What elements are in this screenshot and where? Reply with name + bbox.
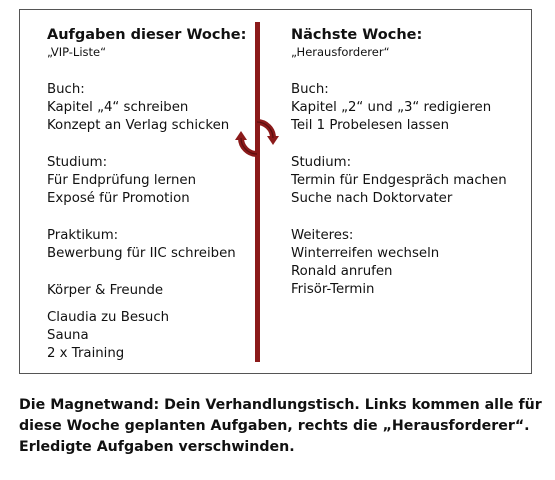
task-item: Kapitel „4“ schreiben bbox=[47, 100, 189, 115]
this-week-column bbox=[47, 25, 257, 382]
section-title: Praktikum: bbox=[47, 228, 119, 243]
task-item: Konzept an Verlag schicken bbox=[47, 118, 230, 133]
task-item: Sauna bbox=[47, 328, 89, 343]
section-title: Studium: bbox=[291, 155, 352, 170]
section-social bbox=[47, 309, 257, 363]
magnet-board bbox=[19, 9, 532, 374]
section-studium bbox=[291, 154, 516, 208]
section-koerper-freunde bbox=[47, 282, 257, 300]
task-item: Suche nach Doktorvater bbox=[291, 191, 453, 206]
section-buch bbox=[291, 81, 516, 135]
section-title: Buch: bbox=[291, 82, 329, 97]
task-item: Bewerbung für IIC schreiben bbox=[47, 246, 236, 261]
task-item: Kapitel „2“ und „3“ redigieren bbox=[291, 100, 492, 115]
caption-line: Die Magnetwand: Dein Verhandlungstisch. Links kommen alle für bbox=[19, 397, 542, 413]
this-week-subtitle: „VIP-Liste“ bbox=[47, 45, 107, 59]
section-title: Studium: bbox=[47, 155, 108, 170]
task-item: Ronald anrufen bbox=[291, 264, 393, 279]
next-week-heading: Nächste Woche: bbox=[291, 27, 423, 43]
next-week-column bbox=[291, 25, 516, 318]
section-studium bbox=[47, 154, 257, 208]
task-item: Für Endprüfung lernen bbox=[47, 173, 196, 188]
task-item: Claudia zu Besuch bbox=[47, 310, 170, 325]
task-item: 2 x Training bbox=[47, 346, 125, 361]
figure-caption bbox=[19, 395, 542, 458]
section-title: Körper & Freunde bbox=[47, 283, 164, 298]
task-item: Exposé für Promotion bbox=[47, 191, 190, 206]
task-item: Frisör-Termin bbox=[291, 282, 375, 297]
task-item: Termin für Endgespräch machen bbox=[291, 173, 507, 188]
task-item: Winterreifen wechseln bbox=[291, 246, 440, 261]
section-title: Weiteres: bbox=[291, 228, 354, 243]
section-praktikum bbox=[47, 227, 257, 263]
caption-line: diese Woche geplanten Aufgaben, rechts die „Herausforderer“. bbox=[19, 418, 530, 434]
section-title: Buch: bbox=[47, 82, 85, 97]
task-item: Teil 1 Probelesen lassen bbox=[291, 118, 450, 133]
caption-line: Erledigte Aufgaben verschwinden. bbox=[19, 439, 295, 455]
section-weiteres bbox=[291, 227, 516, 299]
this-week-heading: Aufgaben dieser Woche: bbox=[47, 27, 247, 43]
next-week-subtitle: „Herausforderer“ bbox=[291, 45, 390, 59]
section-buch bbox=[47, 81, 257, 135]
